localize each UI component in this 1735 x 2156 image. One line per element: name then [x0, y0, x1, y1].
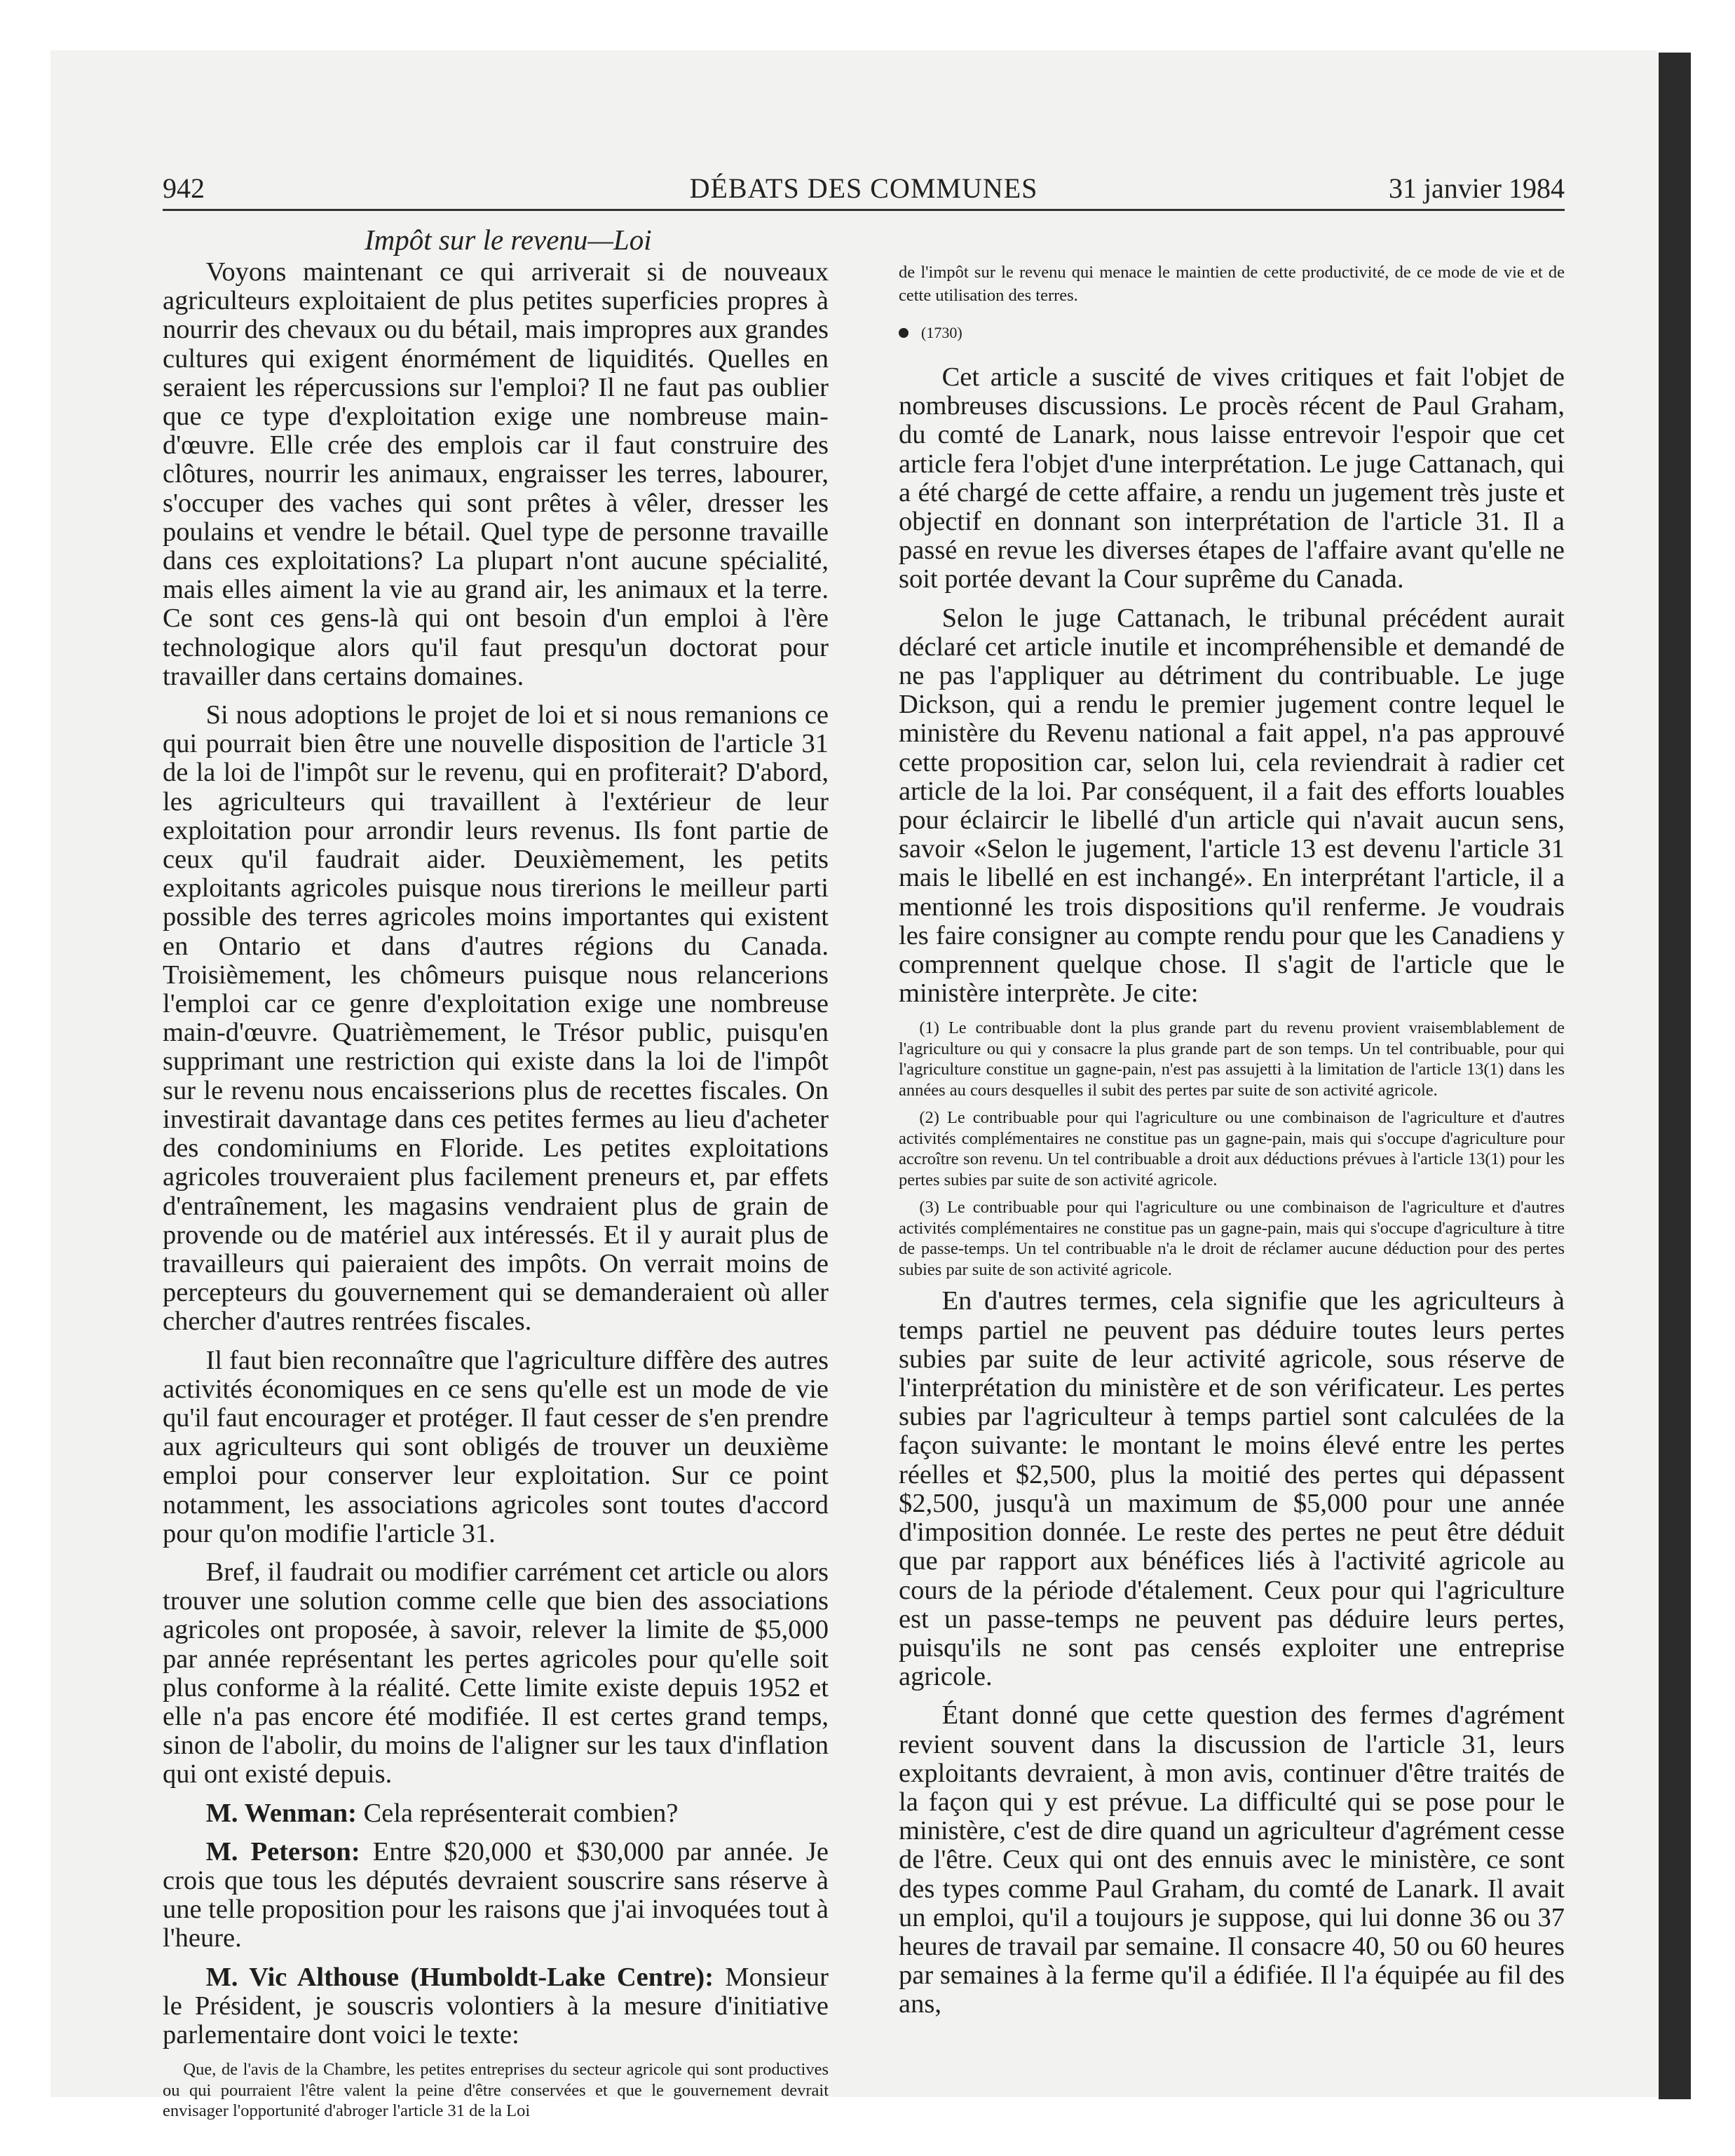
- quoted-provision: (2) Le contribuable pour qui l'agriculture ou une combinaison de l'agriculture et d'autres activités complémentaires ne constitue pas un gagne-pain, mais qui s'occupe d'agriculture pour accroître son revenu. Un tel contribuable a droit aux déductions prévues à l'article 13(1) pour les pertes subies par suite de son activité agricole.: [899, 1108, 1565, 1189]
- page-header: [163, 172, 1565, 211]
- bullet-icon: [899, 328, 909, 338]
- time-stamp: [899, 324, 1565, 342]
- paragraph: Voyons maintenant ce qui arriverait si de nouveaux agriculteurs exploitaient de plus petites superficies propres à nourrir des chevaux ou du bétail, mais impropres aux grandes cultures qui exigent énormément de liquidités. Quelles en seraient les répercussions sur l'emploi? Il ne faut pas oublier que ce type d'exploitation exige une nombreuse main-d'œuvre. Elle crée des emplois car il faut construire des clôtures, nourrir les animaux, engraisser les terres, labourer, s'occuper des vaches qui sont prêtes à vêler, dresser les poulains et vendre le bétail. Quel type de personne travaille dans ces exploitations? La plupart n'ont aucune spécialité, mais elles aiment la vie au grand air, les animaux et la terre. Ce sont ces gens-là qui ont besoin d'un emploi à l'ère technologique alors qu'il faut presqu'un doctorat pour travailler dans certains domaines.: [163, 257, 829, 691]
- motion-text: Que, de l'avis de la Chambre, les petites entreprises du secteur agricole qui sont productives ou qui pourraient l'être valent la peine d'être conservées et que le gouvernement devrait envisager l'opportunité d'abroger l'article 31 de la Loi: [163, 2060, 829, 2121]
- speaker-name: M. Vic Althouse (Humboldt-Lake Centre):: [205, 1962, 714, 1992]
- quoted-provision: (1) Le contribuable dont la plus grande part du revenu provient vraisemblablement de l'agriculture ou qui y consacre la plus grande part de son temps. Un tel contribuable, pour qui l'agriculture constitue un gagne-pain, n'est pas assujetti à la limitation de l'article 13(1) dans les années au cours desquelles il subit des pertes par suite de son activité agricole.: [899, 1018, 1565, 1100]
- paragraph: Cet article a suscité de vives critiques et fait l'objet de nombreuses discussions. Le procès récent de Paul Graham, du comté de Lanark, nous laisse entrevoir l'espoir que cet article fera l'objet d'une interprétation. Le juge Cattanach, qui a été chargé de cette affaire, a rendu un jugement très juste et objectif en donnant son interprétation de l'article 31. Il a passé en revue les diverses étapes de l'affaire avant qu'elle ne soit portée devant la Cour suprême du Canada.: [899, 362, 1565, 594]
- motion-text-continued: de l'impôt sur le revenu qui menace le maintien de cette productivité, de ce mode de vie et de cette utilisation des terres.: [899, 263, 1565, 305]
- left-column: [163, 258, 829, 2129]
- paragraph: Selon le juge Cattanach, le tribunal précédent aurait déclaré cet article inutile et incompréhensible et demandé de ne pas l'appliquer au détriment du contribuable. Le juge Dickson, qui a rendu le premier jugement contre lequel le ministère du Revenu national a fait appel, n'a pas approuvé cette proposition car, selon lui, cela reviendrait à radier cet article de la loi. Par conséquent, il a fait des efforts louables pour éclaircir le libellé d'un article qui n'avait aucun sens, savoir «Selon le jugement, l'article 13 est devenu l'article 31 mais le libellé en est inchangé». En interprétant l'article, il a mentionné les trois dispositions qu'il renferme. Je voudrais les faire consigner au compte rendu pour que les Canadiens y comprennent quelque chose. Il s'agit de l'article que le ministère interprète. Je cite:: [899, 603, 1565, 1009]
- scan-edge-shadow: [1659, 53, 1691, 2099]
- speech-althouse: [163, 1963, 829, 2050]
- paragraph: Il faut bien reconnaître que l'agriculture diffère des autres activités économiques en ce sens qu'elle est un mode de vie qu'il faut encourager et protéger. Il faut cesser de s'en prendre aux agriculteurs qui sont obligés de trouver un deuxième emploi pour conserver leur exploitation. Sur ce point notamment, les associations agricoles sont toutes d'accord pour qu'on modifie l'article 31.: [163, 1345, 829, 1548]
- paragraph: Si nous adoptions le projet de loi et si nous remanions ce qui pourrait bien être une nouvelle disposition de l'article 31 de la loi de l'impôt sur le revenu, qui en profiterait? D'abord, les agriculteurs qui travaillent à l'extérieur de leur exploitation pour arrondir leurs revenus. Ils font partie de ceux qu'il faudrait aider. Deuxièmement, les petits exploitants agricoles puisque nous tirerions le meilleur parti possible des terres agricoles moins importantes qui existent en Ontario et dans d'autres régions du Canada. Troisièmement, les chômeurs puisque nous relancerions l'emploi car ce genre d'exploitation exige une nombreuse main-d'œuvre. Quatrièmement, le Trésor public, puisqu'en supprimant une restriction qui existe dans la loi de l'impôt sur le revenu nous encaisserions plus de recettes fiscales. On investirait davantage dans ces petites fermes au lieu d'acheter des condominiums en Floride. Les petites exploitations agricoles trouveraient plus facilement preneurs et, par effets d'entraînement, les magasins vendraient plus de grain de provende ou de matériel aux intéressés. Et il y aurait plus de travailleurs qui paieraient des impôts. On verrait moins de percepteurs du gouvernement qui se demanderaient où aller chercher d'autres rentrées fiscales.: [163, 700, 829, 1337]
- speaker-name: M. Wenman:: [205, 1798, 357, 1828]
- speech-wenman: [163, 1799, 829, 1828]
- paragraph: En d'autres termes, cela signifie que les agriculteurs à temps partiel ne peuvent pas déduire toutes leurs pertes subies par suite de leur activité agricole, sous réserve de l'interprétation du ministère et de son vérificateur. Les pertes subies par l'agriculteur à temps partiel sont calculées de la façon suivante: le montant le moins élevé entre les pertes réelles et $2,500, plus la moitié des pertes qui dépassent $2,500, jusqu'à un maximum de $5,000 pour une année d'imposition donnée. Le reste des pertes ne peut être déduit que par rapport aux bénéfices liés à l'activité agricole au cours de la période d'étalement. Ceux pour qui l'agriculture est un passe-temps ne peuvent pas déduire leurs pertes, puisqu'ils ne sont pas censés exploiter une entreprise agricole.: [899, 1286, 1565, 1692]
- right-column: [899, 261, 1565, 2029]
- paragraph: Étant donné que cette question des fermes d'agrément revient souvent dans la discussion de l'article 31, leurs exploitants devraient, à mon avis, continuer d'être traités de la façon qui y est prévue. La difficulté qui se pose pour le ministère, c'est de dire quand un agriculteur d'agrément cesse de l'être. Ceux qui ont des ennuis avec le ministère, ce sont des types comme Paul Graham, du comté de Lanark. Il avait un emploi, qu'il a toujours je suppose, qui lui donne 36 ou 37 heures de travail par semaine. Il consacre 40, 50 ou 60 heures par semaines à la ferme qu'il a édifiée. Il l'a équipée au fil des ans,: [899, 1700, 1565, 2019]
- speaker-name: M. Peterson:: [205, 1836, 360, 1867]
- header-rule: [163, 209, 1565, 211]
- speech-peterson: [163, 1838, 829, 1953]
- page-number: 942: [163, 172, 205, 204]
- speech-text: Monsieur le Président, je souscris volontiers à la mesure d'initiative parlementaire dont voici le texte:: [163, 1962, 829, 2049]
- journal-title: DÉBATS DES COMMUNES: [689, 172, 1038, 204]
- paragraph: Bref, il faudrait ou modifier carrément cet article ou alors trouver une solution comme celle que bien des associations agricoles ont proposée, à savoir, relever la limite de $5,000 par année représentant les pertes agricoles pour qu'elle soit plus conforme à la réalité. Cette limite existe depuis 1952 et elle n'a pas encore été modifiée. Il est certes grand temps, sinon de l'abolir, du moins de l'aligner sur les taux d'inflation qui ont existé depuis.: [163, 1557, 829, 1789]
- page-date: 31 janvier 1984: [1388, 172, 1565, 204]
- quoted-provision: (3) Le contribuable pour qui l'agriculture ou une combinaison de l'agriculture et d'autres activités complémentaires ne constitue pas un gagne-pain, mais qui s'occupe d'agriculture à titre de passe-temps. Un tel contribuable n'a le droit de réclamer aucune déduction pour des pertes subies par suite de son activité agricole.: [899, 1198, 1565, 1279]
- section-rubric: Impôt sur le revenu—Loi: [365, 224, 652, 256]
- speech-text: Cela représenterait combien?: [356, 1798, 679, 1828]
- time-label: (1730): [921, 324, 962, 341]
- speech-text: Entre $20,000 et $30,000 par année. Je crois que tous les députés devraient souscrire sans réserve à une telle proposition pour les raisons que j'ai invoquées tout à l'heure.: [163, 1836, 829, 1953]
